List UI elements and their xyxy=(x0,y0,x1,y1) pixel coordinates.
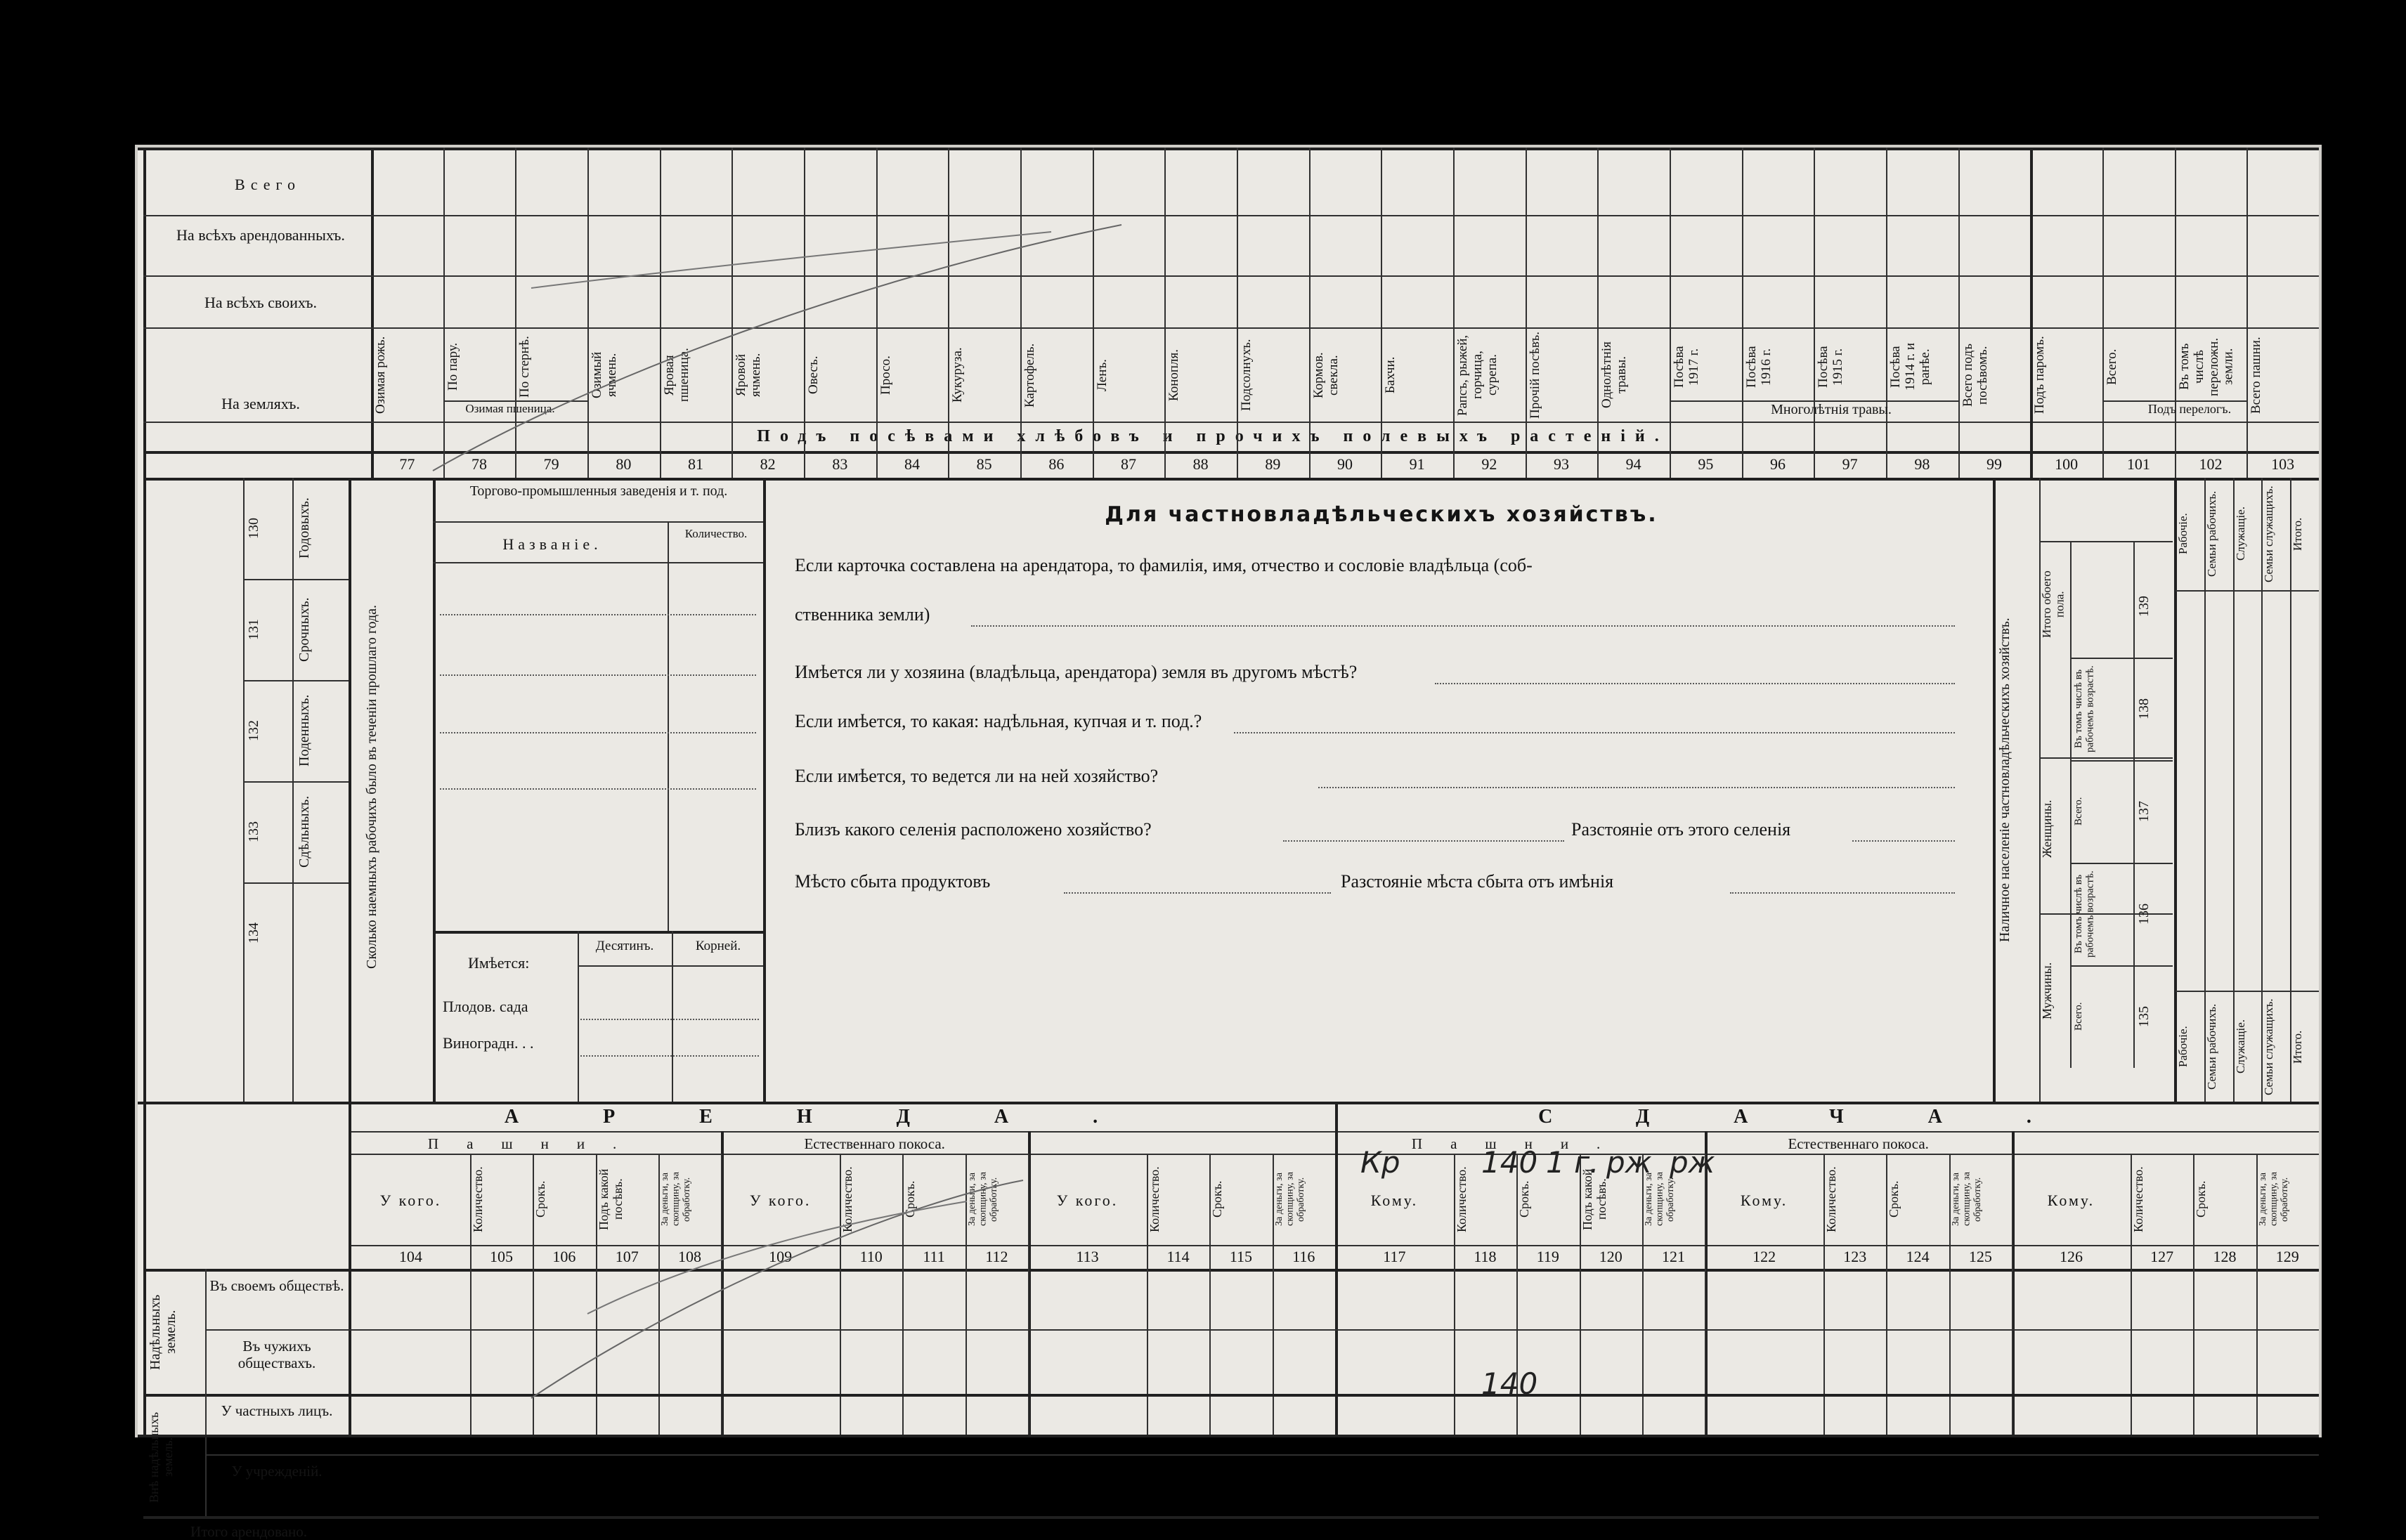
workers-row-number: 133 xyxy=(246,821,261,842)
population-col-top: Служащіе. xyxy=(2233,507,2247,561)
population-row-number: 136 xyxy=(2136,903,2152,925)
crop-label: Кукуруза. xyxy=(950,347,965,403)
group-winter-wheat: Озимая пшеница. xyxy=(465,402,555,415)
men-label: Мужчины. xyxy=(2040,962,2054,1019)
band-title: Подъ посѣвами хлѣбовъ и прочихъ полевыхъ растеній. xyxy=(757,427,1669,445)
population-col-bottom: Итого. xyxy=(2291,1030,2305,1064)
handwritten-crop: рж xyxy=(1606,1145,1652,1180)
crop-number: 77 xyxy=(399,455,415,473)
pashni-header: Пашни. xyxy=(427,1135,645,1152)
lease-row-label: Въ чужихъ обществахъ. xyxy=(238,1338,316,1372)
population-row-number: 135 xyxy=(2136,1006,2152,1027)
question-1b: ственника земли) xyxy=(795,604,930,625)
workers-row-number: 131 xyxy=(246,619,261,640)
pokos-header: Естественнаго покоса. xyxy=(1788,1135,1929,1152)
roots-header: Корней. xyxy=(695,939,741,953)
crop-number: 102 xyxy=(2199,455,2223,473)
header-col: За деньги, за скопщину, за обработку. xyxy=(659,1172,692,1227)
population-sub-label: Всего. xyxy=(2073,1002,2084,1031)
population-col-bottom: Рабочіе. xyxy=(2176,1026,2190,1068)
header-who: У кого. xyxy=(1056,1192,1119,1209)
population-col-top: Рабочіе. xyxy=(2176,513,2190,555)
col-number: 104 xyxy=(398,1248,422,1265)
question-2: Имѣется ли у хозяина (владѣльца, арендатора) земля въ другомъ мѣстѣ? xyxy=(795,662,1358,682)
crop-number: 95 xyxy=(1698,455,1714,473)
col-number: 127 xyxy=(2150,1248,2174,1265)
crop-number: 101 xyxy=(2126,455,2150,473)
header-who: Кому. xyxy=(2047,1192,2095,1209)
arenda-title: АРЕНДА. xyxy=(504,1106,1183,1128)
crop-label: Подъ паромъ. xyxy=(2032,336,2048,415)
population-col-top: Семьи служащихъ. xyxy=(2262,485,2276,582)
crop-number: 96 xyxy=(1769,455,1786,473)
population-col-top: Итого. xyxy=(2291,517,2305,551)
crop-label: Посѣва 1917 г. xyxy=(1672,346,1701,388)
workers-row-number: 130 xyxy=(246,518,261,539)
col-number: 122 xyxy=(1753,1248,1776,1265)
population-row-number: 137 xyxy=(2136,801,2152,822)
handwritten-term: 1 г. xyxy=(1546,1145,1599,1180)
header-col: За деньги, за скопщину, за обработку. xyxy=(2257,1172,2290,1227)
header-col: За деньги, за скопщину, за обработку. xyxy=(1273,1172,1306,1227)
workers-row-label: Сдѣльныхъ. xyxy=(297,795,312,868)
handwritten-terms: рж xyxy=(1670,1145,1715,1180)
crop-label: Яровой ячмень. xyxy=(734,353,764,398)
col-number: 107 xyxy=(615,1248,639,1265)
group-perennial: Многолѣтнія травы. xyxy=(1771,402,1892,417)
total-both-label: Итого обоего пола. xyxy=(2040,570,2067,638)
question-1: Если карточка составлена на арендатора, то фамилія, имя, отчество и сословіе владѣльца (соб- xyxy=(795,555,1533,575)
col-number: 120 xyxy=(1599,1248,1623,1265)
header-col: Количество. xyxy=(1454,1166,1469,1232)
workers-row-number: 132 xyxy=(246,720,261,741)
header-who: У кого. xyxy=(749,1192,812,1209)
row-label-rented: На всѣхъ арендованныхъ. xyxy=(176,226,345,244)
crop-label: Яровая пшеница. xyxy=(661,348,691,403)
census-card-sheet xyxy=(138,148,2319,1540)
col-number: 123 xyxy=(1843,1248,1867,1265)
crop-label: Всего подъ посѣвомъ. xyxy=(1960,344,1990,407)
crop-number: 81 xyxy=(687,455,703,473)
header-col: Срокъ. xyxy=(533,1180,548,1218)
crop-label: Посѣва 1916 г. xyxy=(1743,346,1774,388)
workers-row-label: Срочныхъ. xyxy=(297,597,312,662)
crop-number: 89 xyxy=(1265,455,1281,473)
pencil-strokes xyxy=(138,148,2319,1435)
lease-total-label: Итого арендовано. xyxy=(190,1523,307,1540)
women-label: Женщины. xyxy=(2040,800,2054,859)
establishments-title: Торгово-промышленныя заведенія и т. под. xyxy=(469,483,728,499)
crop-number: 80 xyxy=(616,455,632,473)
col-number: 111 xyxy=(923,1248,945,1265)
crop-label: Въ томъ числѣ переложн. земли. xyxy=(2176,337,2236,396)
bottom-border xyxy=(138,1435,2319,1437)
crop-label: Всего. xyxy=(2105,348,2119,385)
population-row-number: 139 xyxy=(2136,596,2152,617)
crop-number: 83 xyxy=(832,455,848,473)
population-sub-label: Въ томъ числѣ въ рабочемъ возрастѣ. xyxy=(2073,665,2096,752)
header-col: Количество. xyxy=(840,1166,855,1232)
header-col: Срокъ. xyxy=(903,1180,918,1218)
header-col: Подъ какой посѣвъ. xyxy=(1580,1168,1608,1230)
header-who: Кому. xyxy=(1740,1192,1788,1209)
crop-label: По стернѣ. xyxy=(517,336,533,398)
col-number: 114 xyxy=(1166,1248,1190,1265)
crop-number: 93 xyxy=(1553,455,1569,473)
header-col: Количество. xyxy=(1824,1166,1839,1232)
handwritten-total: 140 xyxy=(1481,1366,1538,1401)
crop-label: Кормов. свекла. xyxy=(1311,352,1341,398)
header-col: Срокъ. xyxy=(2194,1180,2209,1218)
crop-label: Озимая рожь. xyxy=(373,336,388,415)
crop-number: 78 xyxy=(471,455,487,473)
crop-number: 87 xyxy=(1120,455,1136,473)
group-nadel: Надѣльныхъ земель. xyxy=(148,1294,178,1370)
header-col: За деньги, за скопщину, за обработку. xyxy=(1643,1172,1676,1227)
crop-number: 84 xyxy=(904,455,920,473)
crop-number: 97 xyxy=(1842,455,1858,473)
has-label: Имѣется: xyxy=(468,954,530,972)
population-title: Наличное населеніе частновладѣльческихъ хозяйствъ. xyxy=(1997,618,2012,942)
crop-label: Посѣва 1914 г. и ранѣе. xyxy=(1888,342,1932,391)
crop-number: 79 xyxy=(543,455,559,473)
col-number: 121 xyxy=(1662,1248,1686,1265)
crop-number: 90 xyxy=(1337,455,1353,473)
crop-number: 98 xyxy=(1914,455,1930,473)
qty-header: Количество. xyxy=(684,527,748,540)
crop-label: Картофель. xyxy=(1022,343,1037,407)
population-col-bottom: Семьи рабочихъ. xyxy=(2204,1003,2218,1090)
col-number: 106 xyxy=(552,1248,576,1265)
col-number: 126 xyxy=(2060,1248,2083,1265)
header-col: За деньги, за скопщину, за обработку. xyxy=(966,1172,999,1227)
col-number: 124 xyxy=(1906,1248,1930,1265)
vineyard-label: Виноградн. . . xyxy=(443,1034,534,1052)
question-4: Если имѣется, то ведется ли на ней хозяйство? xyxy=(795,766,1159,786)
row-line xyxy=(205,1454,2319,1456)
col-number: 129 xyxy=(2275,1248,2299,1265)
crop-number: 99 xyxy=(1986,455,2002,473)
col-number: 113 xyxy=(1076,1248,1099,1265)
col-number: 118 xyxy=(1474,1248,1497,1265)
header-col: Срокъ. xyxy=(1517,1180,1532,1218)
crop-label: Однолѣтнія травы. xyxy=(1599,341,1630,409)
crop-number: 100 xyxy=(2055,455,2079,473)
group-vne: Внѣ надѣльныхъ земель. xyxy=(147,1411,175,1503)
population-sub-label: Всего. xyxy=(2073,797,2084,826)
private-title: Для частновладѣльческихъ хозяйствъ. xyxy=(1105,502,1658,527)
crop-number: 86 xyxy=(1048,455,1065,473)
crop-label: Просо. xyxy=(878,355,893,395)
workers-row-label: Годовыхъ. xyxy=(297,497,312,559)
header-col: Подъ какой посѣвъ. xyxy=(596,1168,625,1230)
lease-row-label: Въ своемъ обществѣ. xyxy=(209,1277,344,1294)
crop-label: Прочій посѣвъ. xyxy=(1527,332,1542,419)
crop-number: 91 xyxy=(1409,455,1425,473)
col-number: 112 xyxy=(985,1248,1008,1265)
population-col-bottom: Служащіе. xyxy=(2233,1019,2247,1074)
header-col: Количество. xyxy=(2131,1166,2145,1232)
pokos-header: Естественнаго покоса. xyxy=(804,1135,945,1152)
question-5a: Близъ какого селенія расположено хозяйство? xyxy=(795,819,1152,840)
handwritten-komu: Кр xyxy=(1360,1145,1400,1180)
workers-title: Сколько наемныхъ рабочихъ было въ теченіи прошлаго года. xyxy=(364,604,379,970)
crop-label: Конопля. xyxy=(1166,348,1182,402)
group-fallow: Подъ перелогъ. xyxy=(2147,402,2232,416)
header-col: Количество. xyxy=(1147,1166,1162,1232)
header-col: Количество. xyxy=(470,1166,485,1232)
col-number: 116 xyxy=(1292,1248,1315,1265)
orchard-label: Плодов. сада xyxy=(443,998,528,1015)
name-header: Названіе. xyxy=(502,535,602,553)
header-who: Кому. xyxy=(1370,1192,1419,1209)
row-label-total: Всего xyxy=(235,176,301,193)
crop-label: Озимый ячмень. xyxy=(590,351,619,399)
population-col-top: Семьи рабочихъ. xyxy=(2204,490,2218,578)
header-col: Срокъ. xyxy=(1210,1180,1225,1218)
crop-label: Подсолнухъ. xyxy=(1239,339,1254,412)
crop-label: Бахчи. xyxy=(1383,356,1398,394)
col-number: 109 xyxy=(769,1248,793,1265)
crop-label: Всего пашни. xyxy=(2249,337,2264,414)
col-number: 115 xyxy=(1229,1248,1253,1265)
workers-row-label: Поденныхъ. xyxy=(297,694,312,767)
row-label-on-lands: На земляхъ. xyxy=(221,395,300,412)
question-6a: Мѣсто сбыта продуктовъ xyxy=(795,871,991,892)
lease-row-label: У частныхъ лицъ. xyxy=(221,1402,333,1419)
population-row-number: 138 xyxy=(2136,698,2152,719)
crop-number: 85 xyxy=(976,455,992,473)
crop-number: 92 xyxy=(1481,455,1497,473)
col-number: 119 xyxy=(1536,1248,1559,1265)
question-6b: Разстояніе мѣста сбыта отъ имѣнія xyxy=(1341,871,1614,892)
crop-label: Рапсъ, рыжей, горчица, сурепа. xyxy=(1455,334,1500,416)
crop-label: Овесъ. xyxy=(806,355,821,395)
crop-label: Ленъ. xyxy=(1094,359,1110,391)
header-who: У кого. xyxy=(379,1192,442,1209)
handwritten-quantity: 140 xyxy=(1481,1145,1538,1180)
col-number: 110 xyxy=(859,1248,883,1265)
population-sub-label: Въ томъ числѣ въ рабочемъ возрастѣ. xyxy=(2073,870,2096,958)
row-line xyxy=(143,1516,2319,1519)
question-3: Если имѣется, то какая: надѣльная, купчая и т. под.? xyxy=(795,711,1202,731)
row-label-own: На всѣхъ своихъ. xyxy=(204,294,317,311)
workers-row-number: 134 xyxy=(246,922,261,944)
crop-label: Посѣва 1915 г. xyxy=(1816,346,1846,388)
crop-number: 82 xyxy=(760,455,776,473)
col-number: 105 xyxy=(489,1248,513,1265)
crop-number: 88 xyxy=(1192,455,1209,473)
population-col-bottom: Семьи служащихъ. xyxy=(2262,998,2276,1095)
question-5b: Разстояніе отъ этого селенія xyxy=(1571,819,1791,840)
col-number: 128 xyxy=(2213,1248,2237,1265)
crop-number: 94 xyxy=(1625,455,1641,473)
col-number: 117 xyxy=(1383,1248,1406,1265)
desyatin-header: Десятинъ. xyxy=(595,939,654,953)
col-number: 108 xyxy=(678,1248,702,1265)
pashni-header: Пашни. xyxy=(1411,1135,1629,1152)
crop-number: 103 xyxy=(2271,455,2295,473)
header-col: Срокъ. xyxy=(1887,1180,1901,1218)
header-col: За деньги, за скопщину, за обработку. xyxy=(1950,1172,1983,1227)
crop-label: По пару. xyxy=(445,342,460,391)
col-number: 125 xyxy=(1968,1248,1992,1265)
sdacha-title: СДАЧА. xyxy=(1538,1106,2116,1128)
lease-row-label: У учрежденій. xyxy=(231,1463,323,1480)
